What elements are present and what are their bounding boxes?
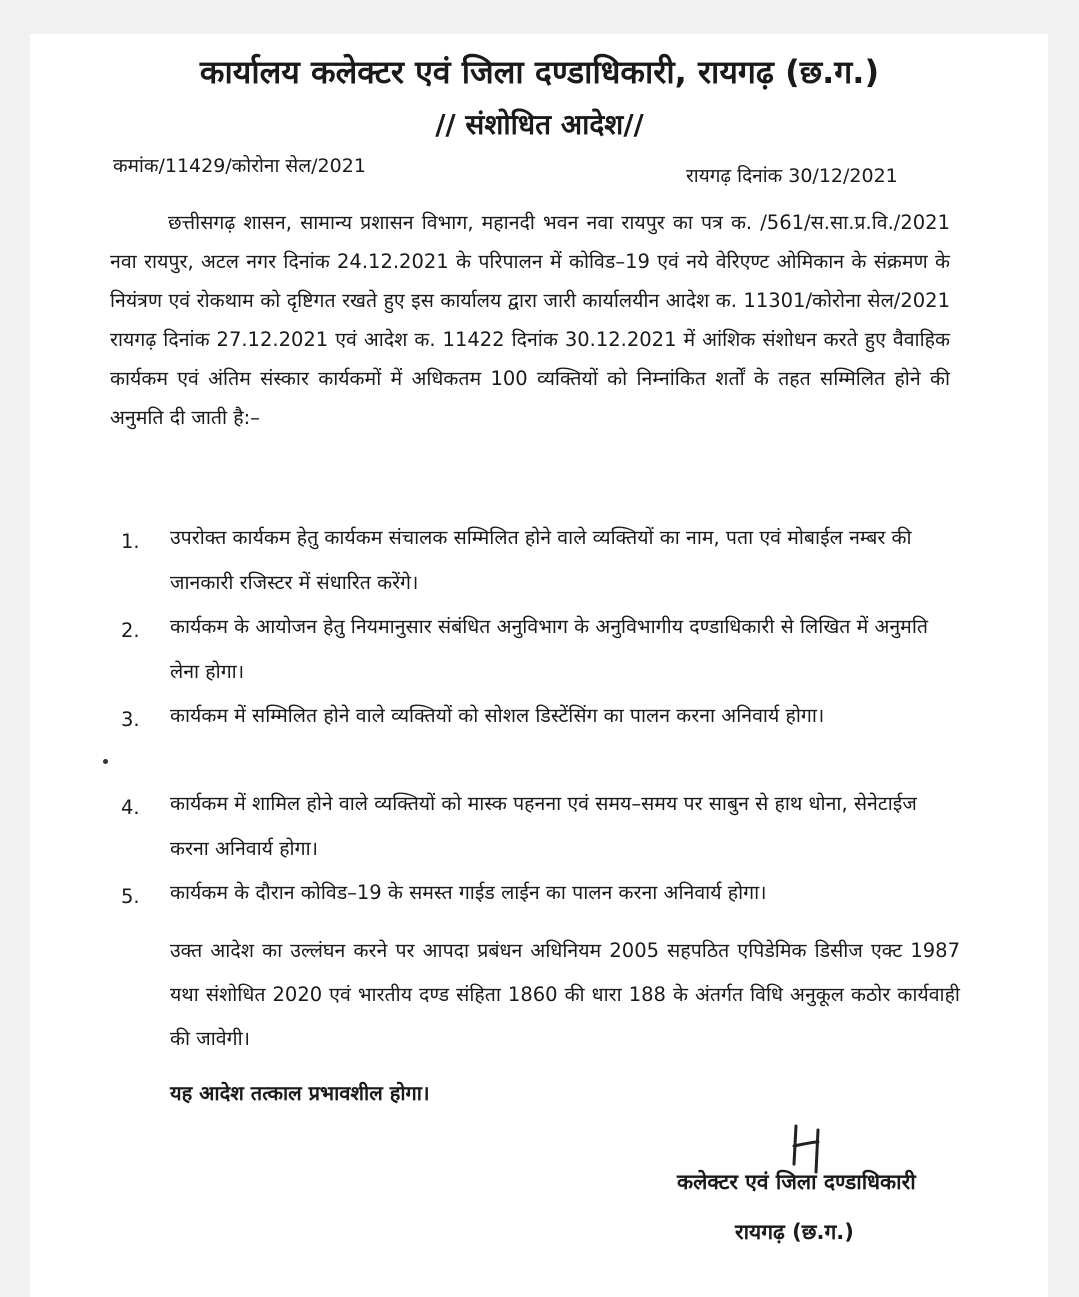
condition-text: कार्यकम के दौरान कोविड–19 के समस्त गाईड लाईन का पालन करना अनिवार्य होगा। bbox=[170, 881, 767, 904]
order-number: कमांक/11429/कोरोना सेल/2021 bbox=[113, 155, 366, 177]
signatory-place: रायगढ़ (छ.ग.) bbox=[735, 1220, 854, 1244]
stray-mark bbox=[103, 759, 108, 764]
effective-statement: यह आदेश तत्काल प्रभावशील होगा। bbox=[170, 1081, 430, 1105]
order-date: रायगढ़ दिनांक 30/12/2021 bbox=[686, 165, 898, 187]
order-title: // संशोधित आदेश// bbox=[435, 108, 644, 141]
condition-text: कार्यकम में सम्मिलित होने वाले व्यक्तियों को सोशल डिस्टेंसिंग का पालन करना अनिवार्य होगा। bbox=[170, 704, 825, 727]
condition-text: कार्यकम के आयोजन हेतु नियमानुसार संबंधित अनुविभाग के अनुविभागीय दण्डाधिकारी से लिखित में अनुमति लेना होगा। bbox=[170, 615, 928, 683]
condition-text: उपरोक्त कार्यकम हेतु कार्यकम संचालक सम्मिलित होने वाले व्यक्तियों का नाम, पता एवं मोबाईल नम्बर की जानकारी रजिस्टर में संधारित करेंगे। bbox=[170, 526, 912, 594]
condition-text: कार्यकम में शामिल होने वाले व्यक्तियों को मास्क पहनना एवं समय–समय पर साबुन से हाथ धोना, सेनेटाईज करना अनिवार्य होगा। bbox=[170, 792, 917, 860]
signatory-title: कलेक्टर एवं जिला दण्डाधिकारी bbox=[677, 1170, 916, 1194]
condition-number: 2. bbox=[121, 619, 140, 642]
office-heading: कार्यालय कलेक्टर एवं जिला दण्डाधिकारी, रायगढ़ (छ.ग.) bbox=[199, 53, 880, 91]
condition-number: 4. bbox=[121, 796, 140, 819]
condition-number: 1. bbox=[121, 530, 140, 553]
condition-number: 3. bbox=[121, 708, 140, 731]
condition-number: 5. bbox=[121, 885, 140, 908]
intro-paragraph: छत्तीसगढ़ शासन, सामान्य प्रशासन विभाग, महानदी भवन नवा रायपुर का पत्र क. /561/स.सा.प्र.वि./2021 नवा रायपुर, अटल नगर दिनांक 24.12.2021 के परिपालन में कोविड–19 एवं नये वेरिएण्ट ओमिकान के संक्रमण के नियंत्रण एवं रोकथाम को दृष्टिगत रखते हुए इस कार्यालय द्वारा जारी कार्यालयीन आदेश क. 11301/कोरोना सेल/2021 रायगढ़ दिनांक 27.12.2021 एवं आदेश क. 11422 दिनांक 30.12.2021 में आंशिक संशोधन करते हुए वैवाहिक कार्यकम एवं अंतिम संस्कार कार्यकमों में अधिकतम 100 व्यक्तियों को निम्नांकित शर्तों के तहत सम्मिलित होने की अनुमति दी जाती है:– bbox=[110, 211, 950, 429]
violation-paragraph: उक्त आदेश का उल्लंघन करने पर आपदा प्रबंधन अधिनियम 2005 सहपठित एपिडेमिक डिसीज एक्ट 1987 यथा संशोधित 2020 एवं भारतीय दण्ड संहिता 1860 की धारा 188 के अंतर्गत विधि अनुकूल कठोर कार्यवाही की जावेगी। bbox=[170, 939, 960, 1050]
